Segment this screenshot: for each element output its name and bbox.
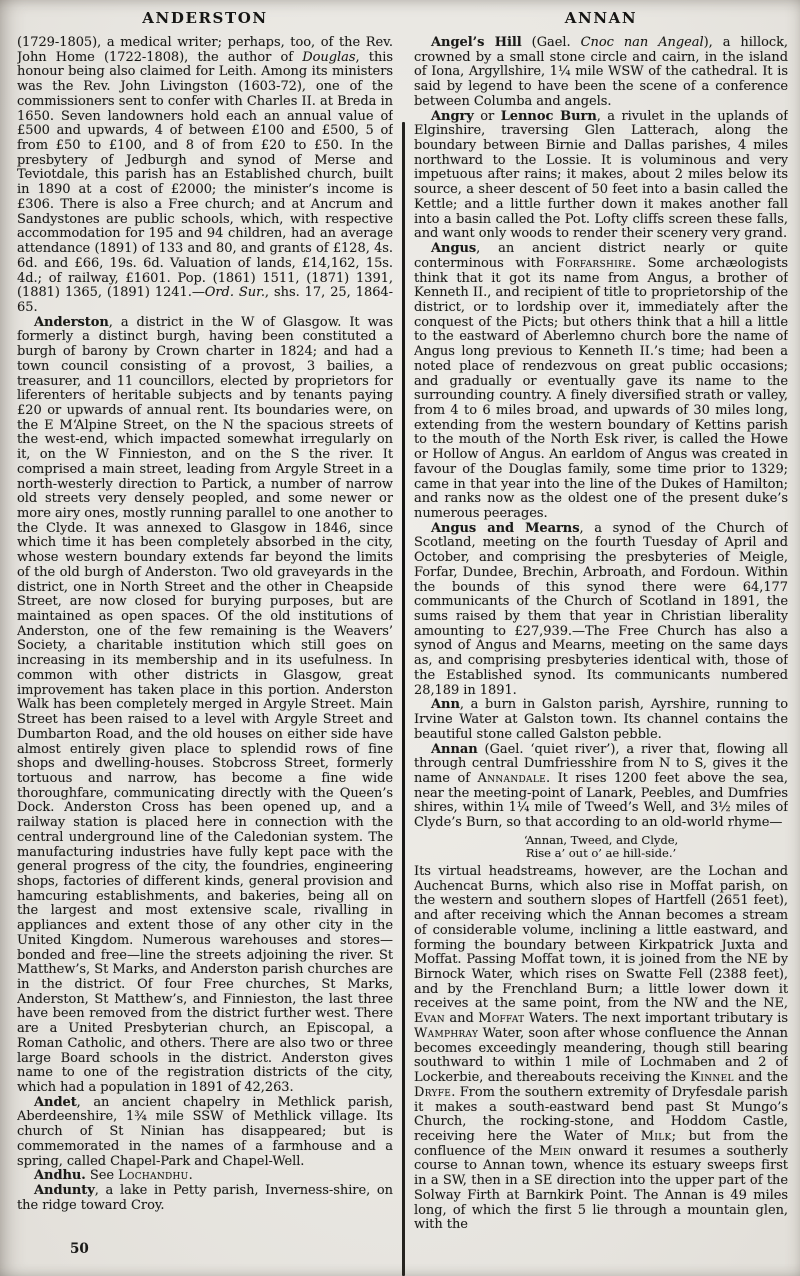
entry-angels-hill: Angel’s Hill (Gael. Cnoc nan Angeal), a hillock, crowned by a small stone circle and cairn, in the island of Iona, Argyllshire, 1¼ mile WSW of the cathedral. It is said by legend to have been the scene of a conference between Columba and angels. bbox=[414, 36, 788, 109]
page-number: 50 bbox=[70, 1241, 89, 1257]
entry-angus: Angus, an ancient district nearly or quite conterminous with Forfarshire. Some archæologists think that it got its name from Angus, a brother of Kenneth II., and recipient of title to proprietorship of the district, or to lordship over it, immediately after the conquest of the Picts; but others think that a hill a little to the eastward of Aberlemno church bore the name of Angus long previous to Kenneth II.’s time; had been a noted place of rendezvous on great public occasions; and gradually or eventually gave its name to the surrounding country. A finely diversified strath or valley, from 4 to 6 miles broad, and upwards of 30 miles long, extending from the western boundary of Kettins parish to the mouth of the North Esk river, is called the Howe or Hollow of Angus. An earldom of Angus was created in favour of the Douglas family, some time prior to 1329; came in that year into the line of the Dukes of Hamilton; and ranks now as the oldest one of the present duke’s numerous peerages. bbox=[414, 241, 788, 521]
verse-line-1: ‘Annan, Tweed, and Clyde, bbox=[523, 832, 679, 847]
left-column bbox=[17, 36, 393, 1274]
entry-angus-and-mearns: Angus and Mearns, a synod of the Church of Scotland, meeting on the fourth Tuesday of April and October, and comprising the presbyteries of Meigle, Forfar, Dundee, Brechin, Arbroath, and Fordoun. Within the bounds of this synod there were 64,177 communicants of the Church of Scotland in 1891, the sums raised by them that year in Christian liberality amounting to £27,939.—The Free Church has also a synod of Angus and Mearns, meeting on the same days as, and comprising presbyteries identical with, those of the Established synod. Its communicants numbered 28,189 in 1891. bbox=[414, 520, 788, 698]
entry-annan: Annan (Gael. ‘quiet river’), a river that, flowing all through central Dumfriesshire from N to S, gives it the name of Annandale. It rises 1200 feet above the sea, near the meeting-point of Lanark, Peebles, and Dumfries shires, within 1¼ mile of Tweed’s Well, and 3½ miles of Clyde’s Burn, so that according to an old-world rhyme— bbox=[414, 741, 788, 831]
entry-anderston-parish-continuation: (1729-1805), a medical writer; perhaps, too, of the Rev. John Home (1722-1808), the author of Douglas, this honour being also claimed for Leith. Among its ministers was the Rev. John Livingston (1603-72), one of the commissioners sent to confer with Charles II. at Breda in 1650. Seven landowners hold each an annual value of £500 and upwards, 4 of between £100 and £500, 5 of from £50 to £100, and 8 of from £20 to £50. In the presbytery of Jedburgh and synod of Merse and Teviotdale, this parish has an Established church, built in 1890 at a cost of £2000; the minister’s income is £306. There is also a Free church; and at Ancrum and Sandystones are public schools, which, with respective accommodation for 195 and 94 children, had an average attendance (1891) of 133 and 80, and grants of £128, 4s. 6d. and £66, 19s. 6d. Valuation of lands, £14,162, 15s. 4d.; of railway, £1601. Pop. (1861) 1511, (1871) 1391, (1881) 1365, (1891) 1241.—Ord. Sur., shs. 17, 25, 1864-65. bbox=[17, 36, 393, 315]
right-column bbox=[414, 36, 788, 1274]
column-divider-rule bbox=[402, 122, 405, 1276]
entry-anderston-district: Anderston, a district in the W of Glasgow. It was formerly a distinct burgh, having been constituted a burgh of barony by Crown charter in 1824; and had a town council consisting of a provost, 3 bailies, a treasurer, and 11 councillors, elected by proprietors for liferenters of heritable subjects and by tenants paying £20 or upwards of annual rent. Its boundaries were, on the E M‘Alpine Street, on the N the spacious streets of the west-end, which impacted somewhat irregularly on it, on the W Finnieston, and on the S the river. It comprised a main street, leading from Argyle Street in a north-westerly direction to Partick, a number of narrow old streets very densely peopled, and some newer or more airy ones, mostly running parallel to one another to the Clyde. It was annexed to Glasgow in 1846, since which time it has been completely absorbed in the city, whose western boundary extends far beyond the limits of the old burgh of Anderston. Two old graveyards in the district, one in North Street and the other in Cheapside Street, are now closed for burying purposes, but are maintained as open spaces. Of the old institutions of Anderston, one of the few remaining is the Weavers’ Society, a charitable institution which still goes on increasing in its membership and in its usefulness. In common with other districts in Glasgow, great improvement has taken place in this portion. Anderston Walk has been completely merged in Argyle Street. Main Street has been raised to a level with Argyle Street and Dumbarton Road, and the old houses on either side have almost entirely given place to splendid rows of fine shops and dwelling-houses. Stobcross Street, formerly tortuous and narrow, has become a fine wide thoroughfare, communicating directly with the Queen’s Dock. Anderston Cross has been opened up, and a railway station is placed here in connection with the central underground line of the Caledonian system. The manufacturing industries have fully kept pace with the general progress of the city, the foundries, engineering shops, factories of different kinds, general provision and hamcuring establishments, and bakeries, being all on the largest and most extensive scale, rivalling in appliances and extent those of any other city in the United Kingdom. Numerous warehouses and stores—bonded and free—line the streets adjoining the river. St Matthew’s, St Marks, and Anderston parish churches are in the district. Of four Free churches, St Marks, Anderston, St Matthew’s, and Finnieston, the last three have been removed from the district further west. There are a United Presbyterian church, an Episcopal, a Roman Catholic, and others. There are also two or three large Board schools in the district. Anderston gives name to one of the registration districts of the city, which had a population in 1891 of 42,263. bbox=[17, 314, 393, 1096]
entry-andunty: Andunty, a lake in Petty parish, Inverness-shire, on the ridge toward Croy. bbox=[17, 1183, 393, 1213]
entry-annan-continuation: Its virtual headstreams, however, are the Lochan and Auchencat Burns, which also rise in Moffat parish, on the western and southern slopes of Hartfell (2651 feet), and after receiving which the Annan becomes a stream of considerable volume, inclining a little eastward, and forming the boundary between Kirkpatrick Juxta and Moffat. Passing Moffat town, it is joined from the NE by Birnock Water, which rises on Swatte Fell (2388 feet), and by the Frenchland Burn; a little lower down it receives at the same point, from the NW and the NE, Evan and Moffat Waters. The next important tributary is Wamphray Water, soon after whose confluence the Annan becomes exceedingly meandering, though still bearing southward to within 1 mile of Lochmaben and 2 of Lockerbie, and thereabouts receiving the Kinnel and the Dryfe. From the southern extremity of Dryfesdale parish it makes a south-eastward bend past St Mungo’s Church, the rocking-stone, and Hoddom Castle, receiving here the Water of Milk; but from the confluence of the Mein onward it resumes a southerly course to Annan town, whence its estuary sweeps first in a SW, then in a SE direction into the upper part of the Solway Firth at Barnkirk Point. The Annan is 49 miles long, of which the first 5 lie through a mountain glen, with the bbox=[414, 864, 788, 1233]
entry-ann: Ann, a burn in Galston parish, Ayrshire, running to Irvine Water at Galston town. Its channel contains the beautiful stone called Galston pebble. bbox=[414, 697, 788, 742]
entry-andet: Andet, an ancient chapelry in Methlick parish, Aberdeenshire, 1¾ mile SSW of Methlick village. Its church of St Ninian has disappeared; but is commemorated in the names of a farmhouse and a spring, called Chapel-Park and Chapel-Well. bbox=[17, 1094, 393, 1169]
verse-line-2: Rise a’ out o’ ae hill-side.’ bbox=[525, 846, 677, 861]
entry-andhu: Andhu. See Lochandhu. bbox=[34, 1168, 193, 1184]
annan-rhyme-verse bbox=[414, 834, 788, 861]
entry-angry-or-lennoc-burn: Angry or Lennoc Burn, a rivulet in the uplands of Elginshire, traversing Glen Latterach, along the boundary between Birnie and Dallas parishes, 4 miles northward to the Lossie. It is voluminous and very impetuous after rains; it makes, about 2 miles below its source, a sheer descent of 50 feet into a basin called the Kettle; and a little further down it makes another fall into a basin called the Pot. Lofty cliffs screen these falls, and want only woods to render their scenery very grand. bbox=[414, 108, 788, 242]
right-column-header: ANNAN bbox=[564, 9, 638, 27]
left-column-header: ANDERSTON bbox=[142, 9, 268, 27]
